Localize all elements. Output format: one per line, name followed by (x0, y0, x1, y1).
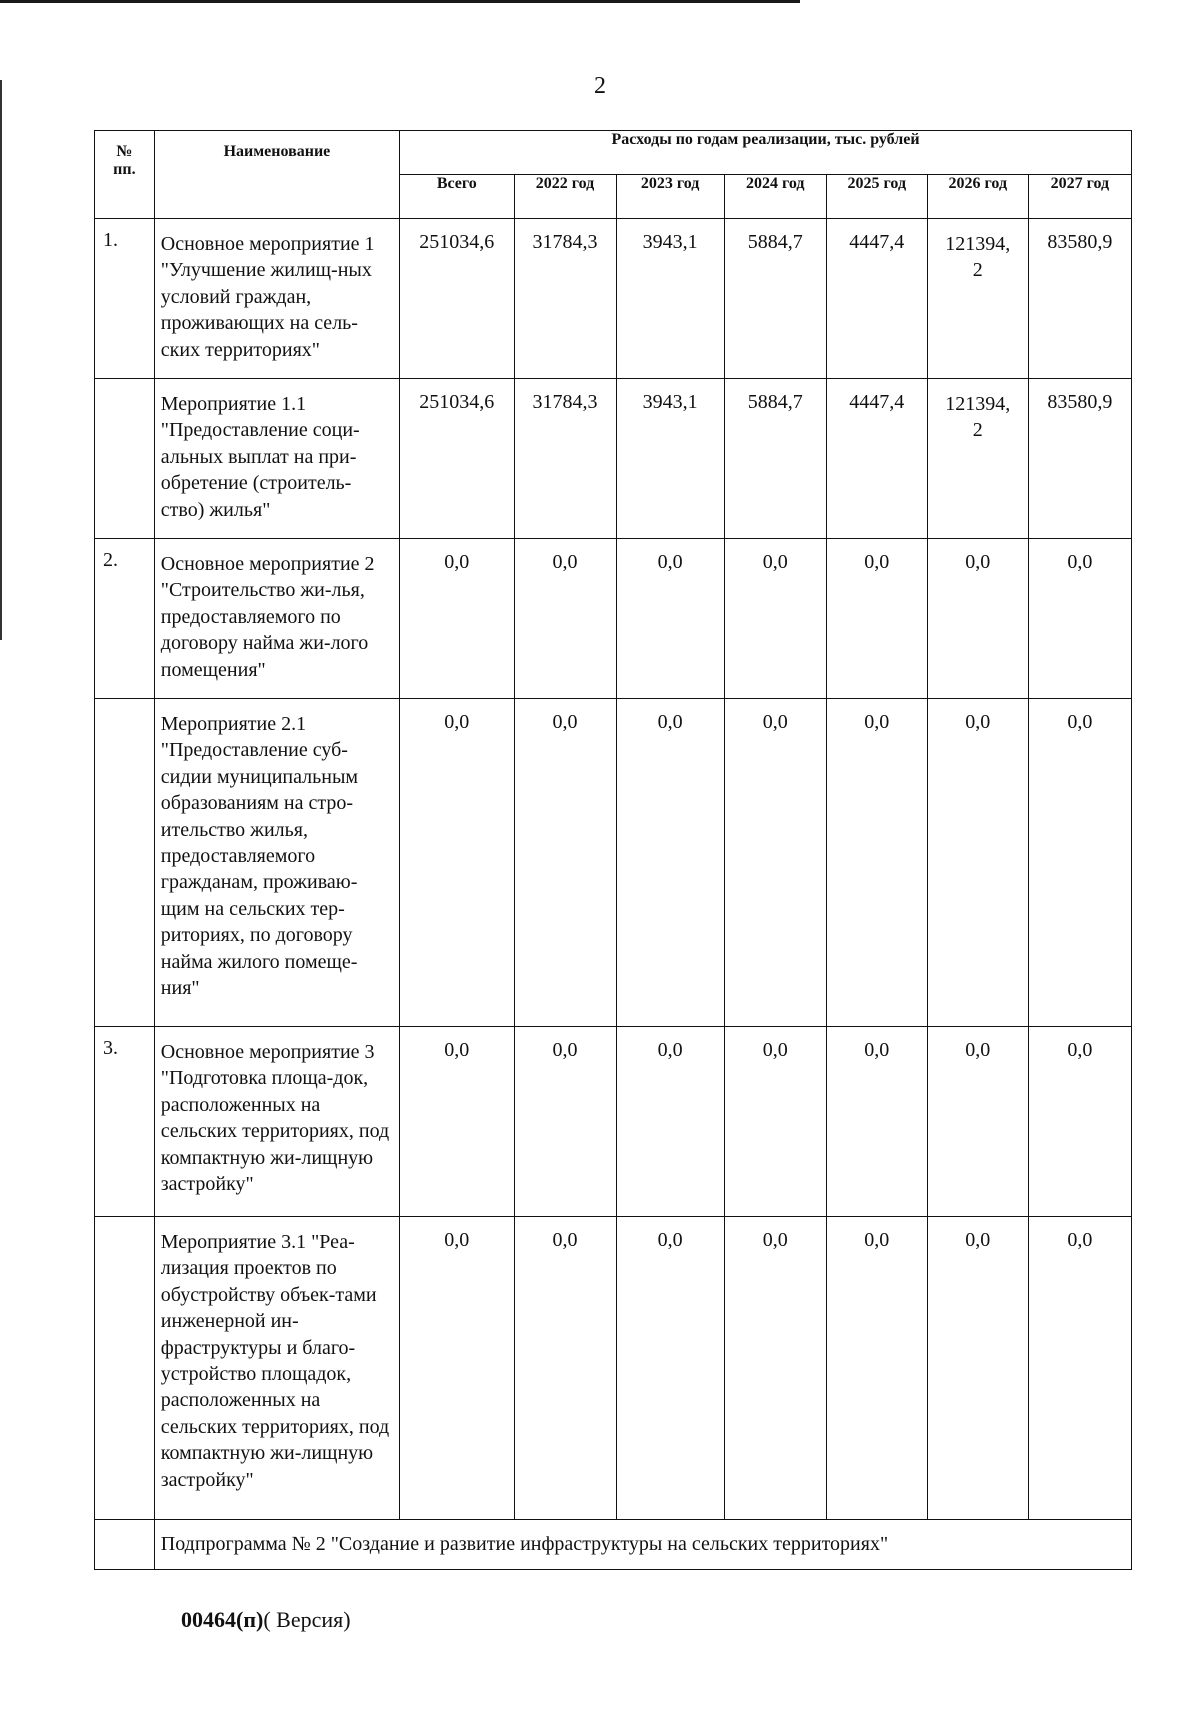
header-num: № пп. (95, 131, 155, 219)
cell-2022: 0,0 (514, 1027, 616, 1217)
cell-2024: 5884,7 (724, 379, 826, 539)
cell-2023: 3943,1 (616, 219, 724, 379)
cell-2026: 121394, 2 (927, 219, 1028, 379)
cell-2025: 0,0 (826, 1217, 927, 1520)
row-name: Основное мероприятие 1 "Улучшение жилищ-ных условий граждан, проживающих на сель-ских территориях" (154, 219, 399, 379)
cell-2026: 0,0 (927, 1027, 1028, 1217)
cell-2026: 0,0 (927, 699, 1028, 1027)
row-name: Основное мероприятие 3 "Подготовка площа-док, расположенных на сельских территориях, под компактную жи-лищную застройку" (154, 1027, 399, 1217)
cell-2027: 0,0 (1028, 539, 1131, 699)
table-row (95, 539, 1132, 699)
table-row (95, 219, 1132, 379)
cell-2023: 3943,1 (616, 379, 724, 539)
row-number: 3. (95, 1027, 155, 1217)
scan-edge-left (0, 80, 2, 640)
cell-2027: 0,0 (1028, 1217, 1131, 1520)
document-code-number: 00464(п) (181, 1607, 264, 1632)
table-row (95, 379, 1132, 539)
header-col-2023: 2023 год (616, 175, 724, 219)
table-row (95, 1027, 1132, 1217)
document-code (181, 1607, 351, 1633)
document-code-suffix: ( Версия) (263, 1607, 351, 1632)
cell-2026: 0,0 (927, 1217, 1028, 1520)
cell-2023: 0,0 (616, 539, 724, 699)
cell-2022: 31784,3 (514, 379, 616, 539)
cell-2024: 5884,7 (724, 219, 826, 379)
cell-2025: 4447,4 (826, 219, 927, 379)
cell-2022: 31784,3 (514, 219, 616, 379)
header-name: Наименование (154, 131, 399, 219)
row-number (95, 379, 155, 539)
cell-2024: 0,0 (724, 1027, 826, 1217)
cell-2024: 0,0 (724, 699, 826, 1027)
cell-total: 0,0 (400, 699, 514, 1027)
row-number: 2. (95, 539, 155, 699)
header-col-2027: 2027 год (1028, 175, 1131, 219)
row-number (95, 1520, 155, 1570)
row-name: Мероприятие 2.1 "Предоставление суб-сидии муниципальным образованиям на стро-ительство жилья, предоставляемого гражданам, проживаю-щим на сельских тер-риториях, по договору найма жилого помеще-ния" (154, 699, 399, 1027)
subprogram-row (95, 1520, 1132, 1570)
header-col-2022: 2022 год (514, 175, 616, 219)
cell-2023: 0,0 (616, 1217, 724, 1520)
cell-total: 251034,6 (400, 379, 514, 539)
cell-2023: 0,0 (616, 699, 724, 1027)
cell-2026: 0,0 (927, 539, 1028, 699)
cell-2025: 4447,4 (826, 379, 927, 539)
header-col-2026: 2026 год (927, 175, 1028, 219)
scan-edge-top (0, 0, 800, 3)
cell-2024: 0,0 (724, 539, 826, 699)
cell-2023: 0,0 (616, 1027, 724, 1217)
cell-2022: 0,0 (514, 699, 616, 1027)
cell-2027: 0,0 (1028, 1027, 1131, 1217)
cell-2027: 83580,9 (1028, 379, 1131, 539)
cell-2026: 121394, 2 (927, 379, 1028, 539)
cell-2022: 0,0 (514, 1217, 616, 1520)
cell-2024: 0,0 (724, 1217, 826, 1520)
header-col-total: Всего (400, 175, 514, 219)
cell-total: 0,0 (400, 1217, 514, 1520)
row-number: 1. (95, 219, 155, 379)
table-row (95, 699, 1132, 1027)
header-expenses: Расходы по годам реализации, тыс. рублей (400, 131, 1132, 175)
cell-2025: 0,0 (826, 539, 927, 699)
header-col-2024: 2024 год (724, 175, 826, 219)
table-row (95, 1217, 1132, 1520)
cell-total: 0,0 (400, 539, 514, 699)
cell-total: 0,0 (400, 1027, 514, 1217)
cell-2027: 83580,9 (1028, 219, 1131, 379)
subprogram-title: Подпрограмма № 2 "Создание и развитие инфраструктуры на сельских территориях" (154, 1520, 1131, 1570)
row-name: Мероприятие 1.1 "Предоставление соци-альных выплат на при-обретение (строитель-ство) жилья" (154, 379, 399, 539)
row-number (95, 699, 155, 1027)
cell-2027: 0,0 (1028, 699, 1131, 1027)
cell-2025: 0,0 (826, 1027, 927, 1217)
cell-2022: 0,0 (514, 539, 616, 699)
cell-2025: 0,0 (826, 699, 927, 1027)
page-number: 2 (594, 73, 606, 99)
cell-total: 251034,6 (400, 219, 514, 379)
budget-table (94, 130, 1132, 1570)
header-col-2025: 2025 год (826, 175, 927, 219)
row-name: Основное мероприятие 2 "Строительство жи-лья, предоставляемого по договору найма жи-лого помещения" (154, 539, 399, 699)
row-number (95, 1217, 155, 1520)
row-name: Мероприятие 3.1 "Реа-лизация проектов по обустройству объек-тами инженерной ин-фраструктуры и благо-устройство площадок, расположенных на сельских территориях, под компактную жи-лищную застройку" (154, 1217, 399, 1520)
